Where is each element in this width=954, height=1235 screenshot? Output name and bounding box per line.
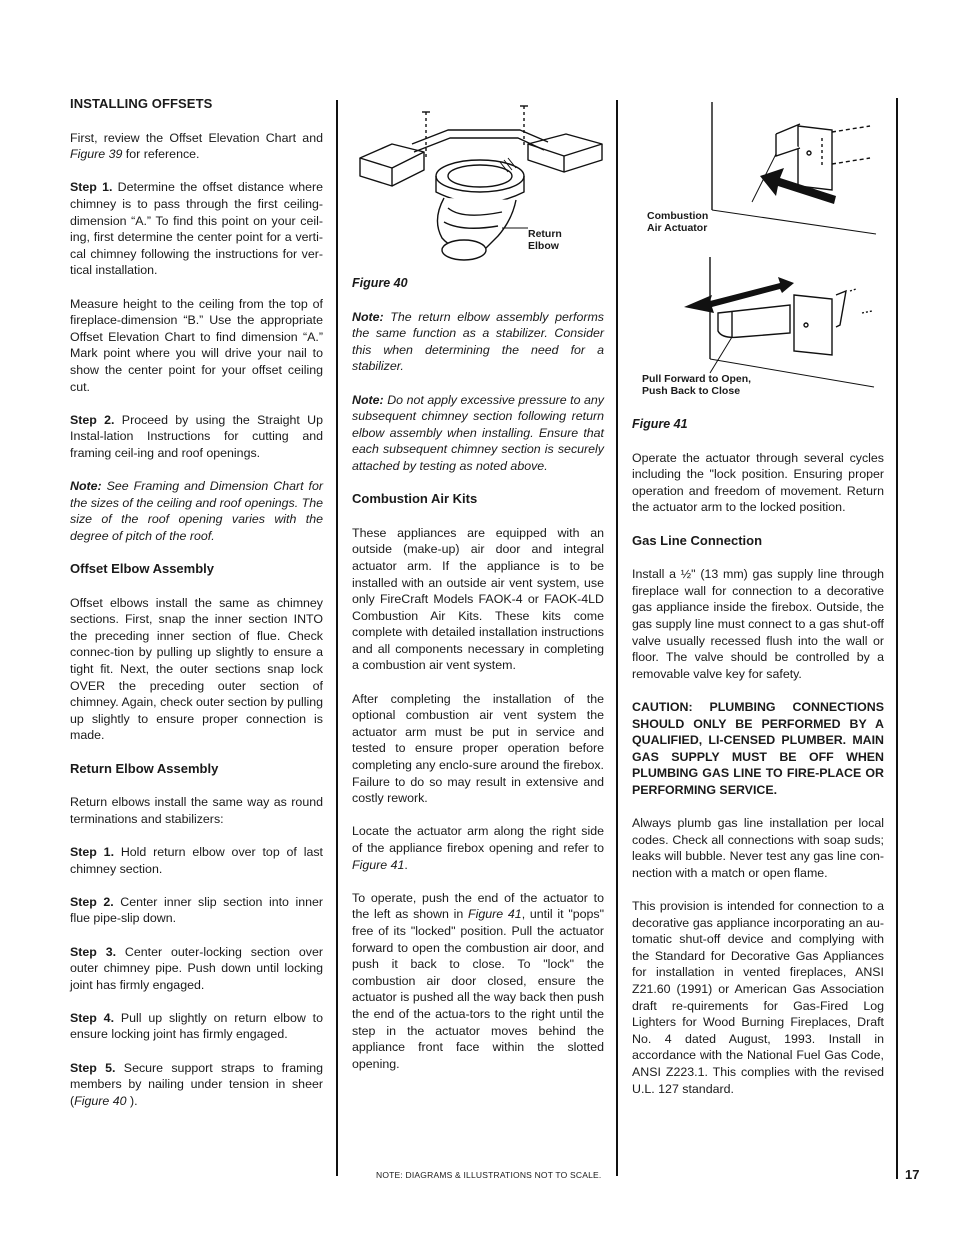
column-3 bbox=[632, 416, 884, 1114]
after-completing-paragraph: After completing the installation of the optional combustion air vent system the actuator arm must be put in service and tested to ensure proper operation before completing any enclo-sure around the firebox. Failure to do so may result in extensive and costly rework. bbox=[352, 691, 604, 806]
operate-cycles-paragraph: Operate the actuator through several cycles including the "lock position. Ensuring proper operation and freedom of movement. Return the actuator arm to the locked position. bbox=[632, 450, 884, 515]
combustion-air-kits-heading: Combustion Air Kits bbox=[352, 491, 478, 507]
pull-forward-push-back-label: Pull Forward to Open, Push Back to Close bbox=[642, 373, 752, 397]
intro-paragraph: First, review the Offset Elevation Chart and Figure 39 for reference. bbox=[70, 130, 323, 162]
return-step-1: Step 1. Hold return elbow over top of last chimney section. bbox=[70, 844, 323, 876]
plumbing-caution: CAUTION: PLUMBING CONNECTIONS SHOULD ONLY BE PERFORMED BY A QUALIFIED, LI-CENSED PLUMBER. MAIN GAS SUPPLY MUST BE OFF WHEN PLUMBING GAS LINE TO FIRE-PLACE OR PERFORMING SERVICE. bbox=[632, 699, 884, 797]
plumb-codes-paragraph: Always plumb gas line installation per local codes. Check all connections with soap suds; leaks will bubble. Never test any gas line con-nection with a match or open flame. bbox=[632, 816, 884, 880]
stabilizer-note: Note: The return elbow assembly performs the same function as a stabilizer. Consider this when determining the need for a stabilizer. bbox=[352, 309, 604, 374]
provision-paragraph: This provision is intended for connection to a decorative gas appliance incorporating an au-tomatic shut-off device and complying with the Standard for Decorative Gas Appliances for installation in vented fireplaces, ANSI Z21.60 (1991) or American Gas Association draft re-quirements for Gas-Fired Log Lighters for Wood Burning Fireplaces, Draft No. 4 dated August, 1993. Install in accordance with the National Fuel Gas Code, ANSI Z223.1. This complies with the revised U.L. 127 standard. bbox=[632, 899, 884, 1096]
operate-paragraph: To operate, push the end of the actuator to the left as shown in Figure 41, until it "pops" free of its "locked" position. Pull the actuator forward to open the combustion air door, and push it back to close. To "lock" the combustion air door closed, ensure the actuator is pushed all the way back then push the end of the actua-tors to the right until the step in the actuator moves behind the appliance front face within the slotted opening. bbox=[352, 890, 604, 1071]
page-number: 17 bbox=[905, 1167, 920, 1182]
offset-elbow-heading: Offset Elbow Assembly bbox=[70, 561, 214, 577]
return-step-3: Step 3. Center outer-locking section over outer chimney pipe. Push down until locking joint has firmly engaged. bbox=[70, 944, 323, 992]
column-1 bbox=[70, 96, 323, 1126]
return-elbow-label: Return Elbow bbox=[528, 228, 562, 252]
return-step-2: Step 2. Center inner slip section into inner flue pipe-slip down. bbox=[70, 894, 323, 926]
offset-elbow-paragraph: Offset elbows install the same as chimney sections. First, snap the inner section INTO the preceding inner section of flue. Check connec-tion by pulling up slightly to ensure a tight fit. Next, the outer sections snap lock OVER the preceding outer section of chimney. Again, check outer section by pulling up slightly to ensure proper connection is made. bbox=[70, 595, 323, 743]
return-step-4: Step 4. Pull up slightly on return elbow to ensure locking joint has firmly engaged. bbox=[70, 1010, 323, 1042]
page-edge-rule bbox=[896, 98, 898, 1179]
return-elbow-heading: Return Elbow Assembly bbox=[70, 760, 219, 776]
gas-line-connection-heading: Gas Line Connection bbox=[632, 532, 763, 548]
section-heading-installing-offsets: INSTALLING OFFSETS bbox=[70, 96, 213, 111]
gas-line-paragraph: Install a ½" (13 mm) gas supply line through fireplace wall for connection to a decorative gas appliance inside the firebox. Outside, the gas supply line must connect to a gas shut-off valve usually recessed flush into the wall or floor. The valve should be controlled by a removable valve key for safety. bbox=[632, 567, 884, 681]
figure-41-caption: Figure 41 bbox=[632, 417, 688, 431]
scale-footnote: NOTE: DIAGRAMS & ILLUSTRATIONS NOT TO SCALE. bbox=[376, 1170, 602, 1180]
column-2 bbox=[352, 275, 604, 1089]
return-elbow-paragraph: Return elbows install the same way as round terminations and stabilizers: bbox=[70, 795, 323, 826]
kits-paragraph: These appliances are equipped with an outside (make-up) air door and integral actuator arm. If the appliance is to be installed with an outside air vent system, use only FireCraft Models FAOK-4 or FAOK-4LD Combustion Air Kits. These kits come complete with detailed installation instructions and all components necessary in completing a combustion air vent system. bbox=[352, 525, 604, 673]
column-divider-left bbox=[336, 100, 338, 1176]
return-step-5: Step 5. Secure support straps to framing members by nailing under tension in sheer (Figure 40 ). bbox=[70, 1060, 323, 1108]
pressure-note: Note: Do not apply excessive pressure to any subsequent chimney section following return elbow assembly when installing. Ensure that each subsequent chimney section is securely attached by testing as noted above. bbox=[352, 392, 604, 473]
combustion-air-actuator-label: Combustion Air Actuator bbox=[647, 210, 709, 234]
framing-note: Note: See Framing and Dimension Chart for the sizes of the ceiling and roof openings. The size of the roof opening varies with the degree of pitch of the roof. bbox=[70, 479, 323, 543]
column-divider-right bbox=[616, 100, 618, 1176]
step-2-paragraph: Step 2. Proceed by using the Straight Up Instal-lation Instructions for cutting and framing ceil-ing and roof openings. bbox=[70, 412, 323, 460]
return-elbow-illustration bbox=[352, 100, 610, 270]
step-1-paragraph: Step 1. Determine the offset distance where chimney is to pass through the first ceiling-dimension “A.” To find this point on your ceil-ing, first determine the center point for a verti-cal chimney following the instructions for ver-tical installation. bbox=[70, 180, 323, 278]
measure-paragraph: Measure height to the ceiling from the top of fireplace-dimension “B.” Use the appropriate Offset Elevation Chart to find dimension “A.” Mark point where you will drive your nail to show the center point for your offset ceiling cut. bbox=[70, 296, 323, 394]
locate-paragraph: Locate the actuator arm along the right side of the appliance firebox opening and refer to Figure 41. bbox=[352, 824, 604, 872]
figure-40-caption: Figure 40 bbox=[352, 276, 408, 290]
